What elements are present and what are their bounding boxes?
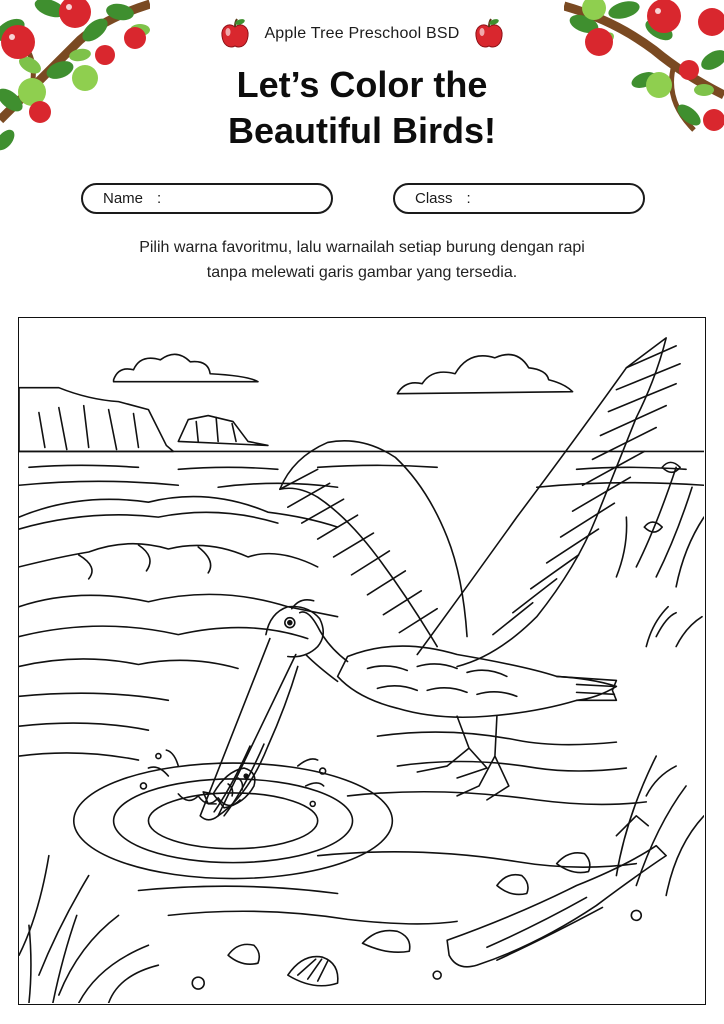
name-field-separator: : xyxy=(157,190,162,207)
wave-3 xyxy=(19,594,338,616)
apple-icon xyxy=(220,18,250,50)
pelican-wing-right xyxy=(417,338,666,667)
cliff-left xyxy=(19,388,173,452)
page-title-line-1: Let’s Color the xyxy=(236,64,488,105)
cloud-left xyxy=(114,354,258,381)
pelican-leg-right xyxy=(457,716,509,800)
name-field-label: Name xyxy=(103,190,144,207)
splash-ripple xyxy=(148,793,317,849)
wave-1 xyxy=(19,497,338,527)
pelican-wing-left xyxy=(280,441,467,647)
class-field-label: Class xyxy=(415,190,453,207)
class-field[interactable] xyxy=(393,183,645,214)
instructions-line-2: tanpa melewati garis gambar yang tersedia. xyxy=(206,264,518,281)
coloring-artwork-frame xyxy=(18,317,706,1005)
cliff-rock xyxy=(178,416,268,446)
pelican-coloring-illustration xyxy=(19,318,704,1003)
pelican-bird xyxy=(200,338,680,820)
pelican-leg-left xyxy=(417,716,487,778)
shells xyxy=(192,853,641,989)
instructions xyxy=(60,235,664,285)
school-header xyxy=(0,16,724,52)
name-field[interactable] xyxy=(81,183,333,214)
cloud-right xyxy=(397,355,572,394)
class-field-separator: : xyxy=(466,190,471,207)
apple-icon xyxy=(474,18,504,50)
grass-left xyxy=(19,856,158,1003)
school-name: Apple Tree Preschool BSD xyxy=(264,25,460,42)
page-title xyxy=(0,62,724,154)
page-title-line-2: Beautiful Birds! xyxy=(227,110,496,151)
wave-2 xyxy=(19,544,318,567)
grass-right xyxy=(616,462,704,895)
instructions-line-1: Pilih warna favoritmu, lalu warnailah setiap burung dengan rapi xyxy=(139,239,585,256)
